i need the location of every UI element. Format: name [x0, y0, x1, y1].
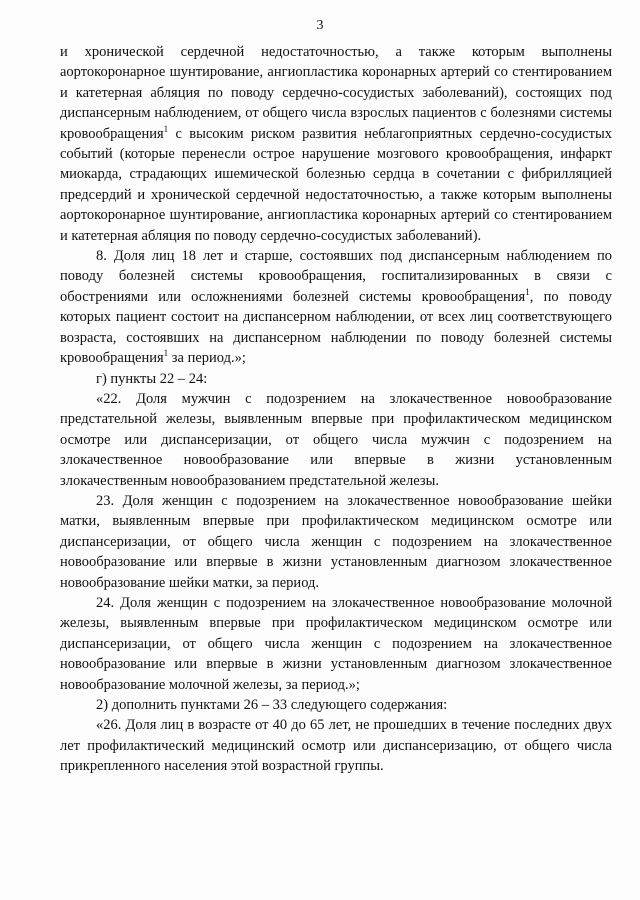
text-run: и хронической сердечной недостаточностью, а также которым выполнены аортокоронарное шунтирование, ангиопластика коронарных артерий со стентированием и катетерная абляция по поводу сердечно-сосудистых заболеваний), состоящих под диспансерным наблюдением, от общего числа взрослых пациентов с болезнями системы кровообращения: [60, 44, 612, 142]
text-run: , по поводу которых пациент состоит на диспансерном наблюдении, от всех лиц соответствующего возраста, состоявших на диспансерном наблюдении по поводу болезней системы кровообращения: [60, 288, 612, 367]
page-number: 3: [316, 18, 324, 33]
footnote-ref: 1: [163, 123, 169, 134]
text-run: за период.»;: [168, 350, 246, 367]
text-run: 8. Доля лиц 18 лет и старше, состоявших под диспансерным наблюдением по поводу болезней системы кровообращения, госпитализированных в связи с обострениями или осложнениями болезней системы кровообращения: [60, 248, 612, 305]
paragraph-p-cont: [60, 42, 612, 246]
paragraph-p-23: [60, 491, 612, 593]
paragraph-p-24: [60, 593, 612, 695]
text-run: 23. Доля женщин с подозрением на злокачественное новообразование шейки матки, выявленным впервые при профилактическом медицинском осмотре или диспансеризации, от общего числа женщин с подозрением на злокачественное новообразование или впервые в жизни установленным диагнозом злокачественное новообразование шейки матки, за период.: [60, 492, 612, 591]
text-run: «26. Доля лиц в возрасте от 40 до 65 лет, не прошедших в течение последних двух лет профилактический медицинский осмотр или диспансеризацию, от общего числа прикрепленного населения этой возрастной группы.: [60, 717, 612, 775]
text-run: г) пункты 22 – 24:: [96, 370, 208, 387]
paragraph-p-g: [60, 369, 612, 389]
text-run: 2) дополнить пунктами 26 – 33 следующего содержания:: [96, 697, 448, 713]
text-run: с высоким риском развития неблагоприятных сердечно-сосудистых событий (которые перенесли острое нарушение мозгового кровообращения, инфаркт миокарда, страдающих ишемической болезнью сердца в сочетании с фибрилляцией предсердий и хронической сердечной недостаточностью, а также которым выполнены аортокоронарное шунтирование, ангиопластика коронарных артерий со стентированием и катетерная абляция по поводу сердечно-сосудистых заболеваний).: [60, 125, 612, 244]
paragraph-p-2: [60, 695, 612, 715]
paragraph-p-8: [60, 246, 612, 368]
text-run: 24. Доля женщин с подозрением на злокачественное новообразование молочной железы, выявленным впервые при профилактическом медицинском осмотре или диспансеризации, от общего числа женщин с подозрением на злокачественное новообразование или впервые в жизни установленным диагнозом злокачественное новообразование молочной железы, за период.»;: [60, 594, 612, 693]
footnote-ref: 1: [525, 287, 530, 298]
document-body: [60, 42, 612, 777]
paragraph-p-22: [60, 389, 612, 491]
text-run: «22. Доля мужчин с подозрением на злокачественное новообразование предстательной железы, выявленным впервые при профилактическом медицинском осмотре или диспансеризации, от общего числа мужчин с подозрением на злокачественное новообразование или впервые в жизни установленным злокачественным новообразованием предстательной железы.: [60, 390, 612, 489]
paragraph-p-26: [60, 715, 612, 776]
footnote-ref: 1: [163, 348, 169, 359]
